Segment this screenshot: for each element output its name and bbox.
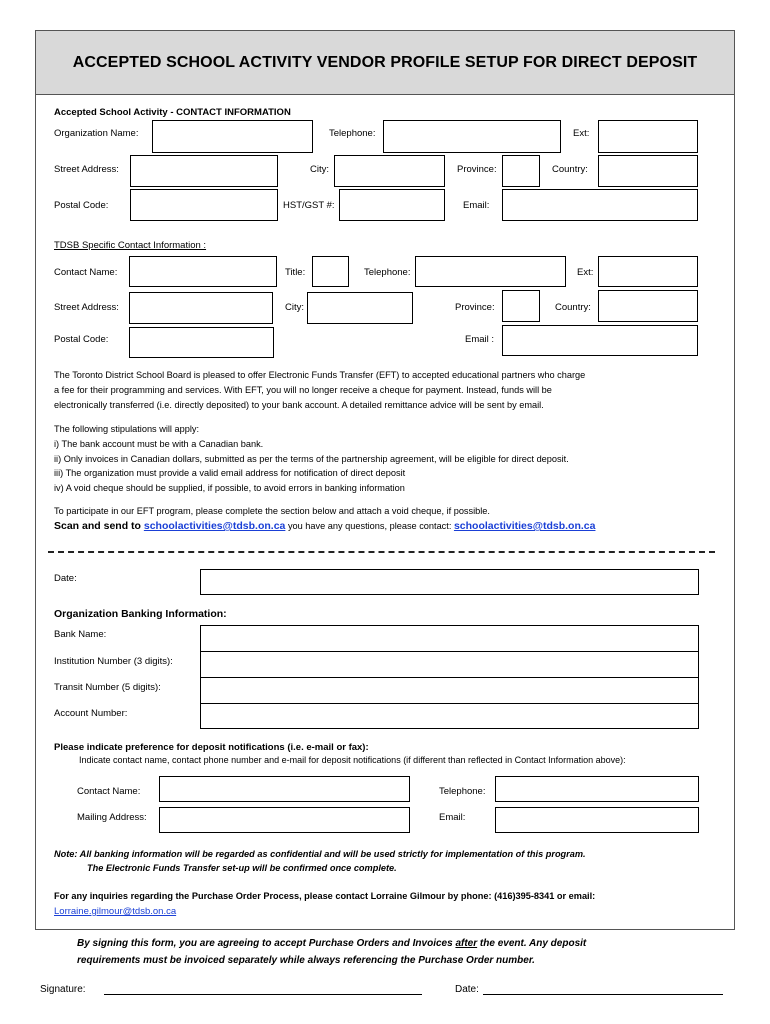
- intro-line-2: a fee for their programming and services. With EFT, you will no longer receive a cheque for payment. Instead, funds will be: [54, 385, 552, 395]
- institution-field[interactable]: [200, 651, 699, 678]
- agreement-post: the event. Any deposit: [477, 938, 587, 949]
- tdsb-title-field[interactable]: [312, 256, 349, 287]
- cut-line: [48, 551, 715, 553]
- date-label: Date:: [54, 573, 77, 584]
- notify-telephone-field[interactable]: [495, 776, 699, 802]
- agreement-line-1: [77, 938, 586, 949]
- inquiries-line: For any inquiries regarding the Purchase Order Process, please contact Lorraine Gilmour by phone: (416)395-8341 or email:: [54, 891, 596, 901]
- tdsb-ext-field[interactable]: [598, 256, 698, 287]
- city-label: City:: [310, 164, 329, 175]
- org-name-label: Organization Name:: [54, 128, 139, 139]
- notify-contact-name-field[interactable]: [159, 776, 410, 802]
- country-field[interactable]: [598, 155, 698, 187]
- notify-heading: Please indicate preference for deposit notifications (i.e. e-mail or fax):: [54, 742, 369, 753]
- notify-contact-name-label: Contact Name:: [77, 786, 141, 797]
- street-label: Street Address:: [54, 164, 119, 175]
- transit-label: Transit Number (5 digits):: [54, 682, 161, 693]
- province-label: Province:: [457, 164, 497, 175]
- email-label: Email:: [463, 200, 490, 211]
- intro-line-3: electronically transferred (i.e. directly deposited) to your bank account. A detailed remittance advice will be sent by email.: [54, 400, 544, 410]
- tdsb-province-label: Province:: [455, 302, 495, 313]
- participate-line: To participate in our EFT program, please complete the section below and attach a void cheque, if possible.: [54, 506, 490, 516]
- email-field[interactable]: [502, 189, 698, 221]
- tdsb-country-label: Country:: [555, 302, 591, 313]
- contact-email-link[interactable]: schoolactivities@tdsb.on.ca: [453, 520, 596, 532]
- transit-field[interactable]: [200, 677, 699, 704]
- signature-line[interactable]: [104, 994, 422, 995]
- tdsb-country-field[interactable]: [598, 290, 698, 322]
- tdsb-email-label: Email :: [465, 334, 495, 345]
- street-field[interactable]: [130, 155, 278, 187]
- province-field[interactable]: [502, 155, 540, 187]
- tdsb-title-label: Title:: [285, 267, 306, 278]
- signature-date-line[interactable]: [483, 994, 723, 995]
- org-name-field[interactable]: [152, 120, 313, 153]
- telephone-field[interactable]: [383, 120, 561, 153]
- scan-email-link[interactable]: schoolactivities@tdsb.on.ca: [143, 520, 286, 532]
- bank-name-field[interactable]: [200, 625, 699, 652]
- tdsb-postal-label: Postal Code:: [54, 334, 109, 345]
- tdsb-telephone-label: Telephone:: [364, 267, 411, 278]
- note-line-2: The Electronic Funds Transfer set-up will be confirmed once complete.: [87, 863, 397, 873]
- tdsb-postal-field[interactable]: [129, 327, 274, 358]
- tdsb-city-field[interactable]: [307, 292, 413, 324]
- inquiries-email-link[interactable]: Lorraine.gilmour@tdsb.on.ca: [54, 906, 177, 917]
- mailing-field[interactable]: [159, 807, 410, 833]
- stipulation-1: i) The bank account must be with a Canadian bank.: [54, 439, 264, 449]
- notify-email-label: Email:: [439, 812, 466, 823]
- tdsb-province-field[interactable]: [502, 290, 540, 322]
- signature-label: Signature:: [40, 984, 86, 995]
- page-title: ACCEPTED SCHOOL ACTIVITY VENDOR PROFILE SETUP FOR DIRECT DEPOSIT: [72, 54, 698, 71]
- postal-field[interactable]: [130, 189, 278, 221]
- contact-heading: Accepted School Activity - CONTACT INFORMATION: [54, 107, 291, 118]
- stipulations-heading: The following stipulations will apply:: [54, 424, 200, 434]
- agreement-pre: By signing this form, you are agreeing to accept Purchase Orders and Invoices: [77, 938, 456, 949]
- ext-label: Ext:: [573, 128, 590, 139]
- note-line-1: Note: All banking information will be regarded as confidential and will be used strictly for implementation of this program.: [54, 849, 586, 859]
- tdsb-heading: TDSB Specific Contact Information :: [54, 240, 207, 251]
- hst-field[interactable]: [339, 189, 445, 221]
- date-field[interactable]: [200, 569, 699, 595]
- ext-field[interactable]: [598, 120, 698, 153]
- stipulation-2: ii) Only invoices in Canadian dollars, submitted as per the terms of the partnership agreement, will be eligible for direct deposit.: [54, 454, 569, 464]
- tdsb-email-field[interactable]: [502, 325, 698, 356]
- tdsb-ext-label: Ext:: [577, 267, 594, 278]
- tdsb-contact-name-label: Contact Name:: [54, 267, 118, 278]
- tdsb-telephone-field[interactable]: [415, 256, 566, 287]
- stipulation-3: iii) The organization must provide a valid email address for notification of direct deposit: [54, 468, 406, 478]
- stipulation-4: iv) A void cheque should be supplied, if possible, to avoid errors in banking information: [54, 483, 405, 493]
- agreement-after: after: [455, 938, 478, 949]
- agreement-line-2: requirements must be invoiced separately while always referencing the Purchase Order number.: [77, 955, 535, 966]
- signature-date-label: Date:: [455, 984, 479, 995]
- banking-heading: Organization Banking Information:: [54, 608, 227, 620]
- tdsb-street-label: Street Address:: [54, 302, 119, 313]
- mailing-label: Mailing Address:: [77, 812, 147, 823]
- questions-text: you have any questions, please contact:: [285, 521, 454, 531]
- notify-email-field[interactable]: [495, 807, 699, 833]
- notify-instruction: Indicate contact name, contact phone number and e-mail for deposit notifications (if different than reflected in Contact Information above):: [79, 755, 626, 765]
- account-label: Account Number:: [54, 708, 128, 719]
- bank-name-label: Bank Name:: [54, 629, 107, 640]
- city-field[interactable]: [334, 155, 445, 187]
- country-label: Country:: [552, 164, 588, 175]
- intro-line-1: The Toronto District School Board is pleased to offer Electronic Funds Transfer (EFT) to accepted educational partners who charge: [54, 370, 586, 380]
- account-field[interactable]: [200, 703, 699, 729]
- institution-label: Institution Number (3 digits):: [54, 656, 173, 667]
- notify-telephone-label: Telephone:: [439, 786, 486, 797]
- scan-prefix: Scan and send to: [54, 520, 144, 532]
- scan-line: [54, 519, 595, 534]
- postal-label: Postal Code:: [54, 200, 109, 211]
- tdsb-street-field[interactable]: [129, 292, 273, 324]
- telephone-label: Telephone:: [329, 128, 376, 139]
- tdsb-city-label: City:: [285, 302, 304, 313]
- tdsb-contact-name-field[interactable]: [129, 256, 277, 287]
- hst-label: HST/GST #:: [283, 200, 335, 211]
